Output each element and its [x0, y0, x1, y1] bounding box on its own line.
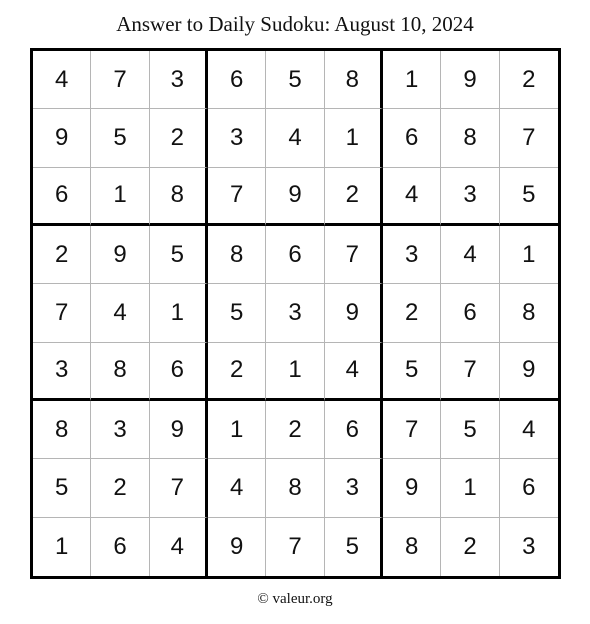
sudoku-cell: 4: [91, 284, 149, 342]
sudoku-cell: 8: [208, 226, 266, 284]
sudoku-cell: 3: [383, 226, 441, 284]
sudoku-cell: 2: [150, 109, 208, 167]
sudoku-cell: 8: [325, 51, 383, 109]
sudoku-cell: 9: [325, 284, 383, 342]
sudoku-cell: 6: [91, 518, 149, 576]
sudoku-cell: 5: [383, 343, 441, 401]
sudoku-cell: 7: [208, 168, 266, 226]
sudoku-cell: 7: [325, 226, 383, 284]
sudoku-cell: 3: [266, 284, 324, 342]
sudoku-cell: 6: [208, 51, 266, 109]
sudoku-cell: 8: [33, 401, 91, 459]
sudoku-cell: 8: [91, 343, 149, 401]
sudoku-cell: 4: [33, 51, 91, 109]
sudoku-cell: 5: [91, 109, 149, 167]
sudoku-cell: 1: [441, 459, 499, 517]
sudoku-cell: 2: [500, 51, 558, 109]
sudoku-cell: 4: [150, 518, 208, 576]
sudoku-cell: 5: [325, 518, 383, 576]
sudoku-cell: 2: [91, 459, 149, 517]
sudoku-cell: 9: [91, 226, 149, 284]
sudoku-cell: 2: [208, 343, 266, 401]
sudoku-cell: 6: [441, 284, 499, 342]
sudoku-cell: 9: [383, 459, 441, 517]
sudoku-cell: 4: [208, 459, 266, 517]
sudoku-cell: 3: [522, 532, 536, 560]
puzzle-title: Answer to Daily Sudoku: August 10, 2024: [116, 12, 474, 36]
sudoku-cell: 6: [500, 459, 558, 517]
sudoku-cell: 3: [441, 168, 499, 226]
sudoku-cell: 9: [33, 109, 91, 167]
sudoku-cell: 8: [266, 459, 324, 517]
sudoku-cell: 2: [266, 401, 324, 459]
sudoku-cell: 7: [91, 51, 149, 109]
sudoku-cell: 6: [33, 168, 91, 226]
sudoku-cell: 4: [266, 109, 324, 167]
sudoku-cell: 1: [325, 109, 383, 167]
sudoku-cell: 4: [383, 168, 441, 226]
sudoku-cell: 1: [150, 284, 208, 342]
sudoku-cell: 4: [500, 401, 558, 459]
sudoku-cell: 3: [150, 51, 208, 109]
sudoku-cell: 5: [208, 284, 266, 342]
sudoku-cell: 3: [208, 109, 266, 167]
sudoku-cell: 8: [500, 284, 558, 342]
sudoku-cell: 9: [266, 168, 324, 226]
sudoku-cell: 2: [325, 168, 383, 226]
sudoku-cell: 1: [208, 401, 266, 459]
sudoku-cell: 9: [500, 343, 558, 401]
sudoku-cell: 6: [266, 226, 324, 284]
sudoku-cell: 1: [33, 518, 91, 576]
sudoku-cell: 5: [441, 401, 499, 459]
sudoku-cell: 1: [266, 343, 324, 401]
sudoku-cell: 1: [500, 226, 558, 284]
sudoku-cell: 5: [500, 168, 558, 226]
sudoku-board: [30, 48, 561, 579]
sudoku-cell: 2: [33, 226, 91, 284]
sudoku-cell: 9: [150, 401, 208, 459]
sudoku-cell: 5: [33, 459, 91, 517]
sudoku-cell: 9: [441, 51, 499, 109]
sudoku-cell: 8: [383, 518, 441, 576]
sudoku-cell: 7: [441, 343, 499, 401]
sudoku-cell: 3: [325, 459, 383, 517]
sudoku-cell: 5: [150, 226, 208, 284]
sudoku-cell: 7: [266, 518, 324, 576]
sudoku-cell: 1: [91, 168, 149, 226]
sudoku-cell: 3: [33, 343, 91, 401]
sudoku-cell: 1: [383, 51, 441, 109]
sudoku-cell: 6: [150, 343, 208, 401]
sudoku-cell: 7: [33, 284, 91, 342]
sudoku-cell: 8: [150, 168, 208, 226]
sudoku-cell: 5: [266, 51, 324, 109]
sudoku-cell: 6: [325, 401, 383, 459]
sudoku-cell: 2: [383, 284, 441, 342]
sudoku-cell: 2: [441, 518, 499, 576]
sudoku-cell: 7: [383, 401, 441, 459]
sudoku-cell: 7: [500, 109, 558, 167]
copyright-footer: © valeur.org: [257, 591, 333, 607]
sudoku-cell: 4: [441, 226, 499, 284]
sudoku-cell: 7: [150, 459, 208, 517]
sudoku-cell: 8: [441, 109, 499, 167]
sudoku-cell: 3: [91, 401, 149, 459]
sudoku-cell: 9: [208, 518, 266, 576]
sudoku-cell: 6: [383, 109, 441, 167]
sudoku-cell: 4: [325, 343, 383, 401]
